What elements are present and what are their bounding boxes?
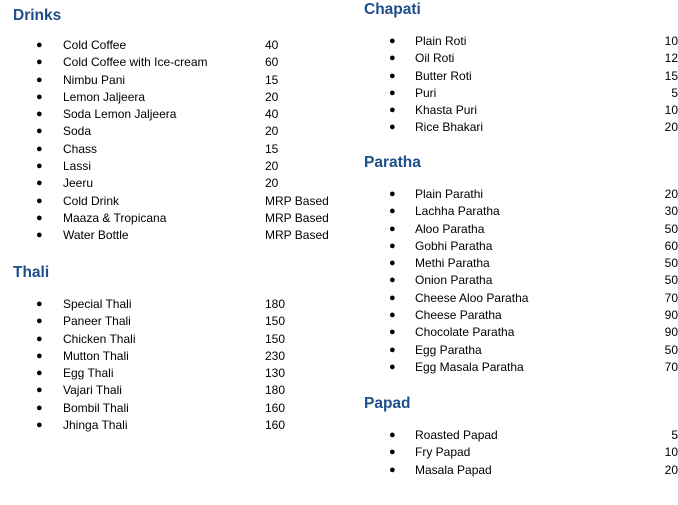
menu-item (0, 141, 340, 158)
item-price: 180 (265, 383, 286, 398)
item-price: 5 (671, 428, 678, 442)
bullet-icon: ● (36, 349, 43, 362)
item-name: Mutton Thali (63, 348, 129, 363)
bullet-icon: ● (389, 121, 396, 134)
item-price: 60 (265, 55, 279, 70)
item-name: Masala Papad (415, 462, 492, 477)
menu-item (350, 50, 678, 67)
item-price: 12 (664, 51, 678, 66)
chapati-section (350, 0, 678, 137)
item-price: 20 (265, 159, 279, 174)
item-name: Paneer Thali (63, 314, 131, 329)
chapati-list (350, 33, 678, 137)
bullet-icon: ● (389, 309, 396, 322)
item-name: Jeeru (63, 176, 94, 191)
item-name: Cold Drink (63, 193, 120, 208)
item-price: MRP Based (265, 228, 329, 243)
item-price: 50 (664, 273, 678, 288)
bullet-icon: ● (389, 463, 396, 476)
menu-item (0, 72, 340, 89)
menu-item (0, 89, 340, 106)
menu-item (350, 119, 678, 136)
item-price: 30 (664, 204, 678, 219)
bullet-icon: ● (36, 194, 43, 207)
menu-item (0, 382, 340, 399)
item-name: Special Thali (63, 297, 132, 311)
item-name: Lachha Paratha (415, 204, 500, 219)
item-name: Chass (63, 141, 98, 156)
menu-item (350, 102, 678, 119)
item-price: 10 (664, 34, 678, 48)
menu-item (0, 417, 340, 434)
item-price: 90 (664, 308, 678, 323)
bullet-icon: ● (36, 56, 43, 69)
menu-item (0, 193, 340, 210)
menu-item (350, 290, 678, 307)
item-name: Oil Roti (415, 51, 455, 66)
item-name: Cheese Paratha (415, 308, 502, 323)
item-name: Methi Paratha (415, 256, 490, 271)
papad-list (350, 427, 678, 479)
item-name: Water Bottle (63, 228, 129, 243)
drinks-section (0, 6, 340, 245)
item-price: 20 (664, 120, 678, 135)
item-price: 40 (265, 107, 279, 122)
item-name: Soda Lemon Jaljeera (63, 107, 177, 122)
item-name: Fry Papad (415, 445, 471, 460)
bullet-icon: ● (36, 315, 43, 328)
bullet-icon: ● (36, 142, 43, 155)
item-price: 50 (664, 256, 678, 271)
menu-item (350, 68, 678, 85)
menu-item (0, 37, 340, 54)
menu-item (350, 186, 678, 203)
item-price: 230 (265, 348, 286, 363)
menu-item (0, 348, 340, 365)
section-heading-paratha: Paratha (364, 154, 421, 171)
item-name: Bombil Thali (63, 400, 129, 415)
item-price: 10 (664, 103, 678, 118)
item-price: 150 (265, 331, 286, 346)
menu-item (350, 221, 678, 238)
item-price: 90 (664, 325, 678, 340)
menu-item (350, 307, 678, 324)
bullet-icon: ● (36, 211, 43, 224)
item-name: Cheese Aloo Paratha (415, 290, 529, 305)
item-price: 50 (664, 342, 678, 357)
thali-list (0, 296, 340, 434)
bullet-icon: ● (36, 125, 43, 138)
bullet-icon: ● (389, 35, 396, 47)
item-name: Roasted Papad (415, 428, 498, 442)
menu-item (350, 324, 678, 341)
item-price: 60 (664, 238, 678, 253)
bullet-icon: ● (36, 384, 43, 397)
menu-item (0, 227, 340, 244)
item-name: Plain Roti (415, 34, 467, 48)
item-price: 20 (664, 187, 678, 201)
item-name: Lemon Jaljeera (63, 89, 146, 104)
item-name: Chocolate Paratha (415, 325, 515, 340)
item-name: Gobhi Paratha (415, 238, 493, 253)
item-price: 10 (664, 445, 678, 460)
bullet-icon: ● (389, 188, 396, 200)
menu-item (0, 123, 340, 140)
item-name: Butter Roti (415, 68, 472, 83)
menu-item (0, 175, 340, 192)
item-name: Maaza & Tropicana (63, 210, 167, 225)
item-price: 160 (265, 418, 286, 433)
item-price: 70 (664, 290, 678, 305)
menu-item (0, 54, 340, 71)
item-price: 180 (265, 297, 286, 311)
item-name: Egg Masala Paratha (415, 359, 524, 374)
bullet-icon: ● (389, 86, 396, 99)
menu-item (0, 210, 340, 227)
menu-item (350, 342, 678, 359)
bullet-icon: ● (36, 90, 43, 103)
item-price: 20 (664, 462, 678, 477)
menu-item (350, 255, 678, 272)
item-price: 130 (265, 366, 286, 381)
thali-section (0, 263, 340, 434)
item-price: 5 (671, 85, 678, 100)
bullet-icon: ● (36, 39, 43, 51)
bullet-icon: ● (389, 222, 396, 235)
bullet-icon: ● (389, 360, 396, 373)
bullet-icon: ● (389, 205, 396, 218)
bullet-icon: ● (36, 298, 43, 310)
bullet-icon: ● (389, 343, 396, 356)
menu-item (350, 444, 678, 461)
bullet-icon: ● (389, 52, 396, 65)
menu-item (350, 33, 678, 50)
menu-item (350, 462, 678, 479)
item-name: Soda (63, 124, 92, 139)
bullet-icon: ● (36, 401, 43, 414)
menu-item (0, 313, 340, 330)
bullet-icon: ● (36, 229, 43, 242)
item-name: Rice Bhakari (415, 120, 484, 135)
bullet-icon: ● (36, 160, 43, 173)
bullet-icon: ● (389, 104, 396, 117)
section-heading-chapati: Chapati (364, 1, 421, 18)
menu-item (0, 158, 340, 175)
bullet-icon: ● (36, 367, 43, 380)
bullet-icon: ● (389, 291, 396, 304)
bullet-icon: ● (389, 326, 396, 339)
item-name: Nimbu Pani (63, 72, 126, 87)
bullet-icon: ● (389, 274, 396, 287)
menu-item (350, 427, 678, 444)
item-price: MRP Based (265, 210, 329, 225)
item-price: 70 (664, 359, 678, 374)
bullet-icon: ● (389, 429, 396, 441)
item-price: 15 (664, 68, 678, 83)
menu-item (350, 238, 678, 255)
bullet-icon: ● (389, 239, 396, 252)
item-name: Egg Thali (63, 366, 114, 381)
item-price: MRP Based (265, 193, 329, 208)
drinks-list (0, 37, 340, 245)
bullet-icon: ● (36, 332, 43, 345)
item-price: 20 (265, 124, 279, 139)
item-name: Plain Parathi (415, 187, 484, 201)
item-price: 150 (265, 314, 286, 329)
menu-item (350, 203, 678, 220)
paratha-section (350, 153, 678, 376)
paratha-list (350, 186, 678, 376)
menu-item (350, 85, 678, 102)
item-price: 40 (265, 38, 279, 52)
item-price: 20 (265, 89, 279, 104)
section-heading-papad: Papad (364, 395, 411, 412)
menu-item (0, 331, 340, 348)
item-name: Khasta Puri (415, 103, 478, 118)
bullet-icon: ● (36, 177, 43, 190)
item-name: Onion Paratha (415, 273, 493, 288)
item-price: 50 (664, 221, 678, 236)
menu-item (350, 272, 678, 289)
item-name: Vajari Thali (63, 383, 122, 398)
bullet-icon: ● (389, 257, 396, 270)
item-price: 15 (265, 141, 279, 156)
item-name: Jhinga Thali (63, 418, 128, 433)
bullet-icon: ● (389, 446, 396, 459)
menu-item (0, 400, 340, 417)
item-name: Cold Coffee (63, 38, 127, 52)
section-heading-thali: Thali (13, 264, 50, 281)
item-name: Chicken Thali (63, 331, 136, 346)
item-name: Lassi (63, 159, 92, 174)
item-name: Puri (415, 85, 437, 100)
item-price: 15 (265, 72, 279, 87)
menu-item (350, 359, 678, 376)
bullet-icon: ● (36, 419, 43, 432)
section-heading-drinks: Drinks (13, 7, 62, 24)
item-name: Egg Paratha (415, 342, 482, 357)
menu-item (0, 365, 340, 382)
bullet-icon: ● (36, 108, 43, 121)
bullet-icon: ● (389, 69, 396, 82)
papad-section (350, 394, 678, 479)
item-price: 160 (265, 400, 286, 415)
item-price: 20 (265, 176, 279, 191)
bullet-icon: ● (36, 73, 43, 86)
menu-item (0, 106, 340, 123)
item-name: Cold Coffee with Ice-cream (63, 55, 208, 70)
item-name: Aloo Paratha (415, 221, 485, 236)
menu-item (0, 296, 340, 313)
